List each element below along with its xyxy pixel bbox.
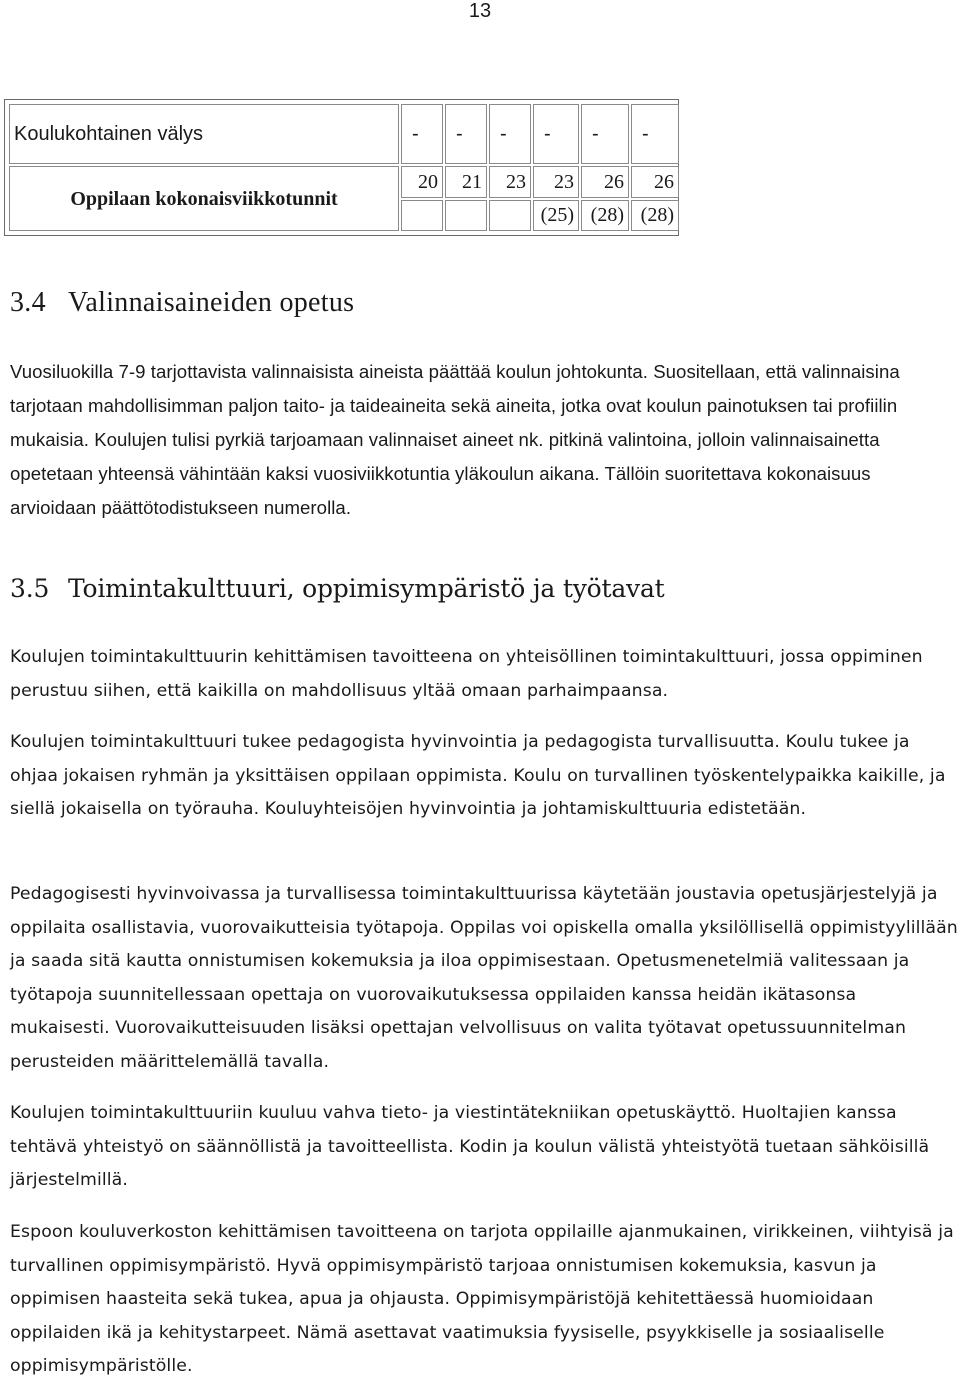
table-cell: (25) bbox=[533, 200, 579, 231]
table-cell bbox=[489, 200, 531, 231]
table-cell: 26 bbox=[631, 166, 679, 197]
table-cell: - bbox=[445, 104, 487, 164]
table-cell: - bbox=[631, 104, 679, 164]
table-row bbox=[9, 104, 679, 164]
table-cell: - bbox=[533, 104, 579, 164]
page-number: 13 bbox=[468, 0, 492, 22]
table-cell: 21 bbox=[445, 166, 487, 197]
table-cell: 20 bbox=[401, 166, 443, 197]
table-cell bbox=[401, 200, 443, 231]
paragraph-oppimisymparisto: Espoon kouluverkoston kehittämisen tavoitteena on tarjota oppilaille ajanmukainen, virikkeinen, viihtyisä ja turvallinen oppimisympäristö. Hyvä oppimisympäristö tarjoaa onnistumisen kokemuksia, kasvun ja oppimisen haasteita sekä tukea, apua ja ohjausta. Oppimisympäristöjä kehitettäessä huomioidaan oppilaiden ikä ja kehitystarpeet. Nämä asettavat vaatimuksia fyysiselle, psyykkiselle ja sosiaaliselle oppimisympäristölle. bbox=[10, 1222, 954, 1376]
paragraph-tyotavat: Pedagogisesti hyvinvoivassa ja turvallisessa toimintakulttuurissa käytetään joustavia opetusjärjestelyjä ja oppilaita osallistavia, vuorovaikutteisia työtapoja. Oppilas voi opiskella omalla yksilöllisellä oppimistyylillään ja saada sitä kautta onnistumisen kokemuksia ja iloa oppimisestaan. Opetusmenetelmiä valitessaan ja työtapoja suunnitellessaan opettaja on vuorovaikutuksessa oppilaiden kanssa heidän ikätasonsa mukaisesti. Vuorovaikutteisuuden lisäksi opettajan velvollisuus on valita työtavat opetussuunnitelman perusteiden määrittelemällä tavalla. bbox=[10, 884, 958, 1072]
table-cell: (28) bbox=[581, 200, 629, 231]
section-heading-3-5 bbox=[10, 571, 665, 607]
table-cell bbox=[445, 200, 487, 231]
hours-table bbox=[4, 99, 679, 236]
table-cell: - bbox=[489, 104, 531, 164]
section-number: 3.5 bbox=[10, 574, 50, 603]
section-heading-3-4 bbox=[10, 285, 354, 321]
hours-table-grid bbox=[7, 102, 681, 233]
table-row bbox=[9, 166, 679, 197]
paragraph-toimintakulttuuri-tavoite: Koulujen toimintakulttuurin kehittämisen tavoitteena on yhteisöllinen toimintakulttuuri, jossa oppiminen perustuu siihen, että kaikilla on mahdollisuus yltää omaan parhaimpaansa. bbox=[10, 647, 923, 701]
paragraph-hyvinvointi: Koulujen toimintakulttuuri tukee pedagogista hyvinvointia ja pedagogista turvallisuutta. Koulu tukee ja ohjaa jokaisen ryhmän ja yksittäisen oppilaan oppimista. Koulu on turvallinen työskentelypaikka kaikille, ja siellä jokaisella on työrauha. Kouluyhteisöjen hyvinvointia ja johtamiskulttuuria edistetään. bbox=[10, 732, 946, 819]
table-cell: - bbox=[581, 104, 629, 164]
row-label-oppilaan-kokonaisviikkotunnit: Oppilaan kokonaisviikkotunnit bbox=[9, 166, 399, 231]
table-cell: (28) bbox=[631, 200, 679, 231]
table-cell: 26 bbox=[581, 166, 629, 197]
paragraph-valinnaisaineet: Vuosiluokilla 7-9 tarjottavista valinnaisista aineista päättää koulun johtokunta. Suositellaan, että valinnaisina tarjotaan mahdollisimman paljon taito- ja taideaineita sekä aineita, jotka ovat koulun painotuksen tai profiilin mukaisia. Koulujen tulisi pyrkiä tarjoamaan valinnaiset aineet nk. pitkinä valintoina, jolloin valinnaisainetta opetetaan yhteensä vähintään kaksi vuosiviikkotuntia yläkoulun aikana. Tällöin suoritettava kokonaisuus arvioidaan päättötodistukseen numerolla. bbox=[10, 361, 900, 518]
table-cell: 23 bbox=[533, 166, 579, 197]
paragraph-tieto-ja-viestintatekniikka: Koulujen toimintakulttuuriin kuuluu vahva tieto- ja viestintätekniikan opetuskäyttö. Huoltajien kanssa tehtävä yhteistyö on säännöllistä ja tavoitteellista. Kodin ja koulun välistä yhteistyötä tuetaan sähköisillä järjestelmillä. bbox=[10, 1103, 930, 1190]
table-cell: 23 bbox=[489, 166, 531, 197]
table-cell: - bbox=[401, 104, 443, 164]
row-label-koulukohtainen-valys: Koulukohtainen välys bbox=[9, 104, 399, 164]
section-title: Toimintakulttuuri, oppimisympäristö ja työtavat bbox=[68, 574, 665, 603]
section-title: Valinnaisaineiden opetus bbox=[68, 287, 355, 318]
section-number: 3.4 bbox=[10, 287, 46, 318]
